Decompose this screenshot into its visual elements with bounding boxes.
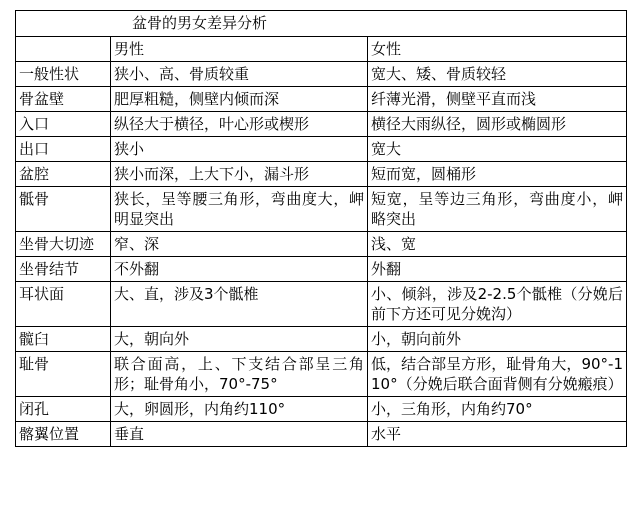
male-cell: 垂直 — [111, 422, 368, 447]
header-male: 男性 — [111, 37, 368, 62]
table-title-row — [16, 11, 627, 37]
female-cell: 低，结合部呈方形，耻骨角大，90°-110°（分娩后联合面背侧有分娩瘢痕） — [368, 352, 627, 397]
male-cell: 大、直，涉及3个骶椎 — [111, 282, 368, 327]
feature-cell: 髋臼 — [16, 327, 111, 352]
table-title: 盆骨的男女差异分析 — [16, 11, 627, 37]
feature-cell: 入口 — [16, 112, 111, 137]
feature-cell: 耳状面 — [16, 282, 111, 327]
table-row — [16, 257, 627, 282]
feature-cell: 坐骨结节 — [16, 257, 111, 282]
female-cell: 短宽，呈等边三角形，弯曲度小，岬略突出 — [368, 187, 627, 232]
table-row — [16, 137, 627, 162]
male-cell: 纵径大于横径，叶心形或楔形 — [111, 112, 368, 137]
male-cell: 大，朝向外 — [111, 327, 368, 352]
female-cell: 纤薄光滑，侧壁平直而浅 — [368, 87, 627, 112]
male-cell: 狭小 — [111, 137, 368, 162]
feature-cell: 坐骨大切迹 — [16, 232, 111, 257]
feature-cell: 一般性状 — [16, 62, 111, 87]
feature-cell: 骶骨 — [16, 187, 111, 232]
male-cell: 不外翻 — [111, 257, 368, 282]
table-row — [16, 87, 627, 112]
header-feature — [16, 37, 111, 62]
header-female: 女性 — [368, 37, 627, 62]
female-cell: 短而宽，圆桶形 — [368, 162, 627, 187]
female-cell: 横径大雨纵径，圆形或椭圆形 — [368, 112, 627, 137]
female-cell: 小、倾斜，涉及2-2.5个骶椎（分娩后前下方还可见分娩沟） — [368, 282, 627, 327]
male-cell: 狭小而深，上大下小，漏斗形 — [111, 162, 368, 187]
male-cell: 联合面高，上、下支结合部呈三角形；耻骨角小，70°-75° — [111, 352, 368, 397]
male-cell: 大，卵圆形，内角约110° — [111, 397, 368, 422]
male-cell: 狭长，呈等腰三角形，弯曲度大，岬明显突出 — [111, 187, 368, 232]
male-cell: 肥厚粗糙，侧壁内倾而深 — [111, 87, 368, 112]
table-row — [16, 112, 627, 137]
feature-cell: 盆腔 — [16, 162, 111, 187]
table-row — [16, 422, 627, 447]
feature-cell: 闭孔 — [16, 397, 111, 422]
male-cell: 窄、深 — [111, 232, 368, 257]
table-row — [16, 352, 627, 397]
table-row — [16, 187, 627, 232]
feature-cell: 耻骨 — [16, 352, 111, 397]
female-cell: 浅、宽 — [368, 232, 627, 257]
table-row — [16, 397, 627, 422]
table-row — [16, 282, 627, 327]
male-cell: 狭小、高、骨质较重 — [111, 62, 368, 87]
table-row — [16, 232, 627, 257]
female-cell: 外翻 — [368, 257, 627, 282]
female-cell: 水平 — [368, 422, 627, 447]
table-row — [16, 62, 627, 87]
feature-cell: 出口 — [16, 137, 111, 162]
female-cell: 宽大 — [368, 137, 627, 162]
pelvis-comparison-table — [15, 10, 627, 447]
female-cell: 小，三角形，内角约70° — [368, 397, 627, 422]
female-cell: 宽大、矮、骨质较轻 — [368, 62, 627, 87]
feature-cell: 髂翼位置 — [16, 422, 111, 447]
table-header-row — [16, 37, 627, 62]
table-row — [16, 327, 627, 352]
table-row — [16, 162, 627, 187]
feature-cell: 骨盆壁 — [16, 87, 111, 112]
female-cell: 小，朝向前外 — [368, 327, 627, 352]
